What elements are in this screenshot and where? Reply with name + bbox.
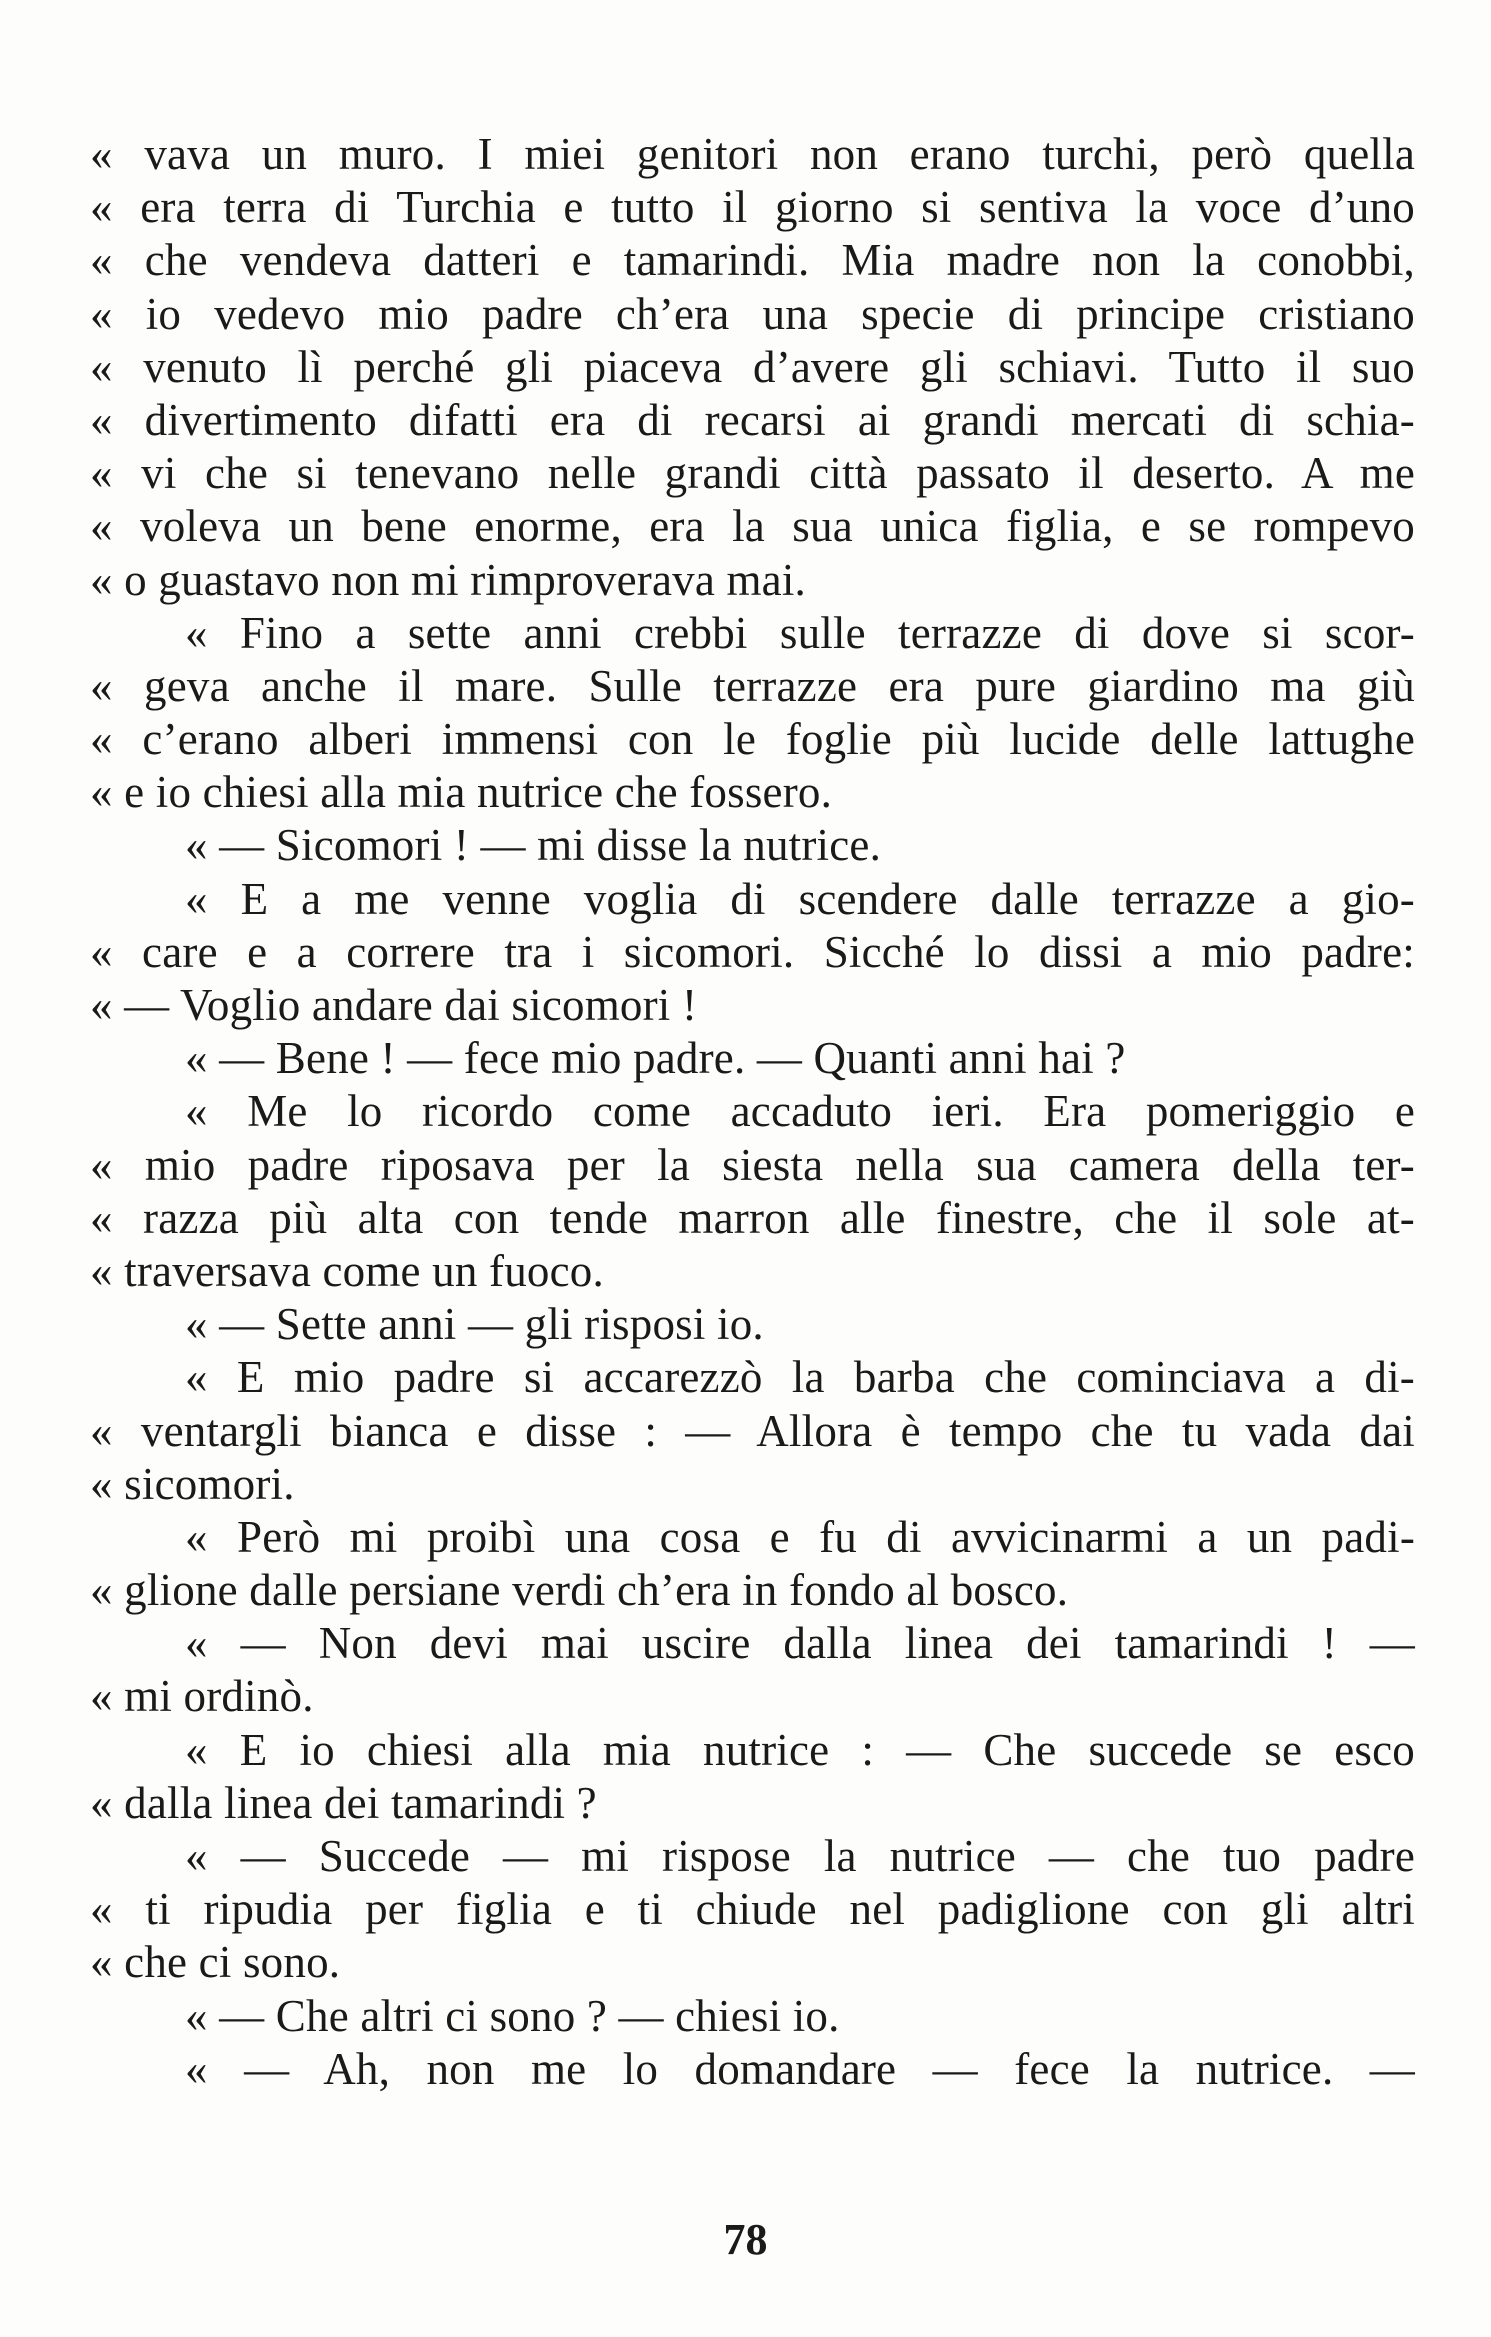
text-line: « — Sicomori ! — mi disse la nutrice. [185, 820, 882, 871]
text-line: « che ci sono. [90, 1937, 341, 1988]
text-line: « vava un muro. I miei genitori non erano turchi, però quella [90, 129, 1415, 179]
text-line: « — Sette anni — gli risposi io. [185, 1299, 764, 1350]
text-line: « — Bene ! — fece mio padre. — Quanti anni hai ? [185, 1033, 1126, 1084]
text-line: « mi ordinò. [90, 1671, 314, 1722]
text-line: « traversava come un fuoco. [90, 1245, 604, 1296]
text-line: « E io chiesi alla mia nutrice : — Che succede se esco [185, 1724, 1415, 1775]
text-line: « c’erano alberi immensi con le foglie più lucide delle lattughe [90, 714, 1415, 765]
text-line: « E a me venne voglia di scendere dalle terrazze a gio- [185, 873, 1415, 924]
text-line: « — Non devi mai uscire dalla linea dei tamarindi ! — [185, 1618, 1415, 1669]
text-line: « Fino a sette anni crebbi sulle terrazze di dove si scor- [185, 607, 1415, 658]
page-number: 78 [723, 2215, 768, 2264]
text-line: « che vendeva datteri e tamarindi. Mia madre non la conobbi, [90, 235, 1415, 286]
text-line: « Però mi proibì una cosa e fu di avvicinarmi a un padi- [185, 1511, 1415, 1562]
text-line: « io vedevo mio padre ch’era una specie di principe cristiano [90, 288, 1415, 339]
text-line: « divertimento difatti era di recarsi ai grandi mercati di schia- [90, 394, 1415, 445]
text-line: « ti ripudia per figlia e ti chiude nel padiglione con gli altri [90, 1884, 1415, 1935]
text-line: « ventargli bianca e disse : — Allora è tempo che tu vada dai [90, 1405, 1415, 1456]
text-line: « venuto lì perché gli piaceva d’avere gli schiavi. Tutto il suo [90, 341, 1415, 392]
text-line: « E mio padre si accarezzò la barba che cominciava a di- [185, 1352, 1415, 1403]
text-line: « Me lo ricordo come accaduto ieri. Era pomeriggio e [185, 1086, 1415, 1137]
text-line: « — Ah, non me lo domandare — fece la nutrice. — [185, 2043, 1415, 2094]
text-line: « geva anche il mare. Sulle terrazze era pure giardino ma giù [90, 660, 1415, 711]
text-line: « dalla linea dei tamarindi ? [90, 1777, 597, 1828]
text-line: « — Che altri ci sono ? — chiesi io. [185, 1990, 840, 2041]
text-line: « vi che si tenevano nelle grandi città passato il deserto. A me [90, 448, 1415, 499]
text-line: « o guastavo non mi rimproverava mai. [90, 554, 806, 605]
text-line: « — Succede — mi rispose la nutrice — che tuo padre [185, 1831, 1415, 1881]
text-line: « e io chiesi alla mia nutrice che fossero. [90, 767, 833, 818]
text-line: « razza più alta con tende marron alle finestre, che il sole at- [90, 1192, 1415, 1243]
text-line: « era terra di Turchia e tutto il giorno si sentiva la voce d’uno [90, 182, 1415, 233]
text-line: « voleva un bene enorme, era la sua unica figlia, e se rompevo [90, 501, 1415, 552]
page-body-text [90, 128, 1415, 2096]
text-line: « — Voglio andare dai sicomori ! [90, 980, 698, 1030]
text-line: « care e a correre tra i sicomori. Sicché lo dissi a mio padre: [90, 926, 1415, 977]
text-line: « sicomori. [90, 1458, 295, 1509]
text-line: « mio padre riposava per la siesta nella sua camera della ter- [90, 1139, 1415, 1190]
text-line: « glione dalle persiane verdi ch’era in fondo al bosco. [90, 1565, 1069, 1616]
